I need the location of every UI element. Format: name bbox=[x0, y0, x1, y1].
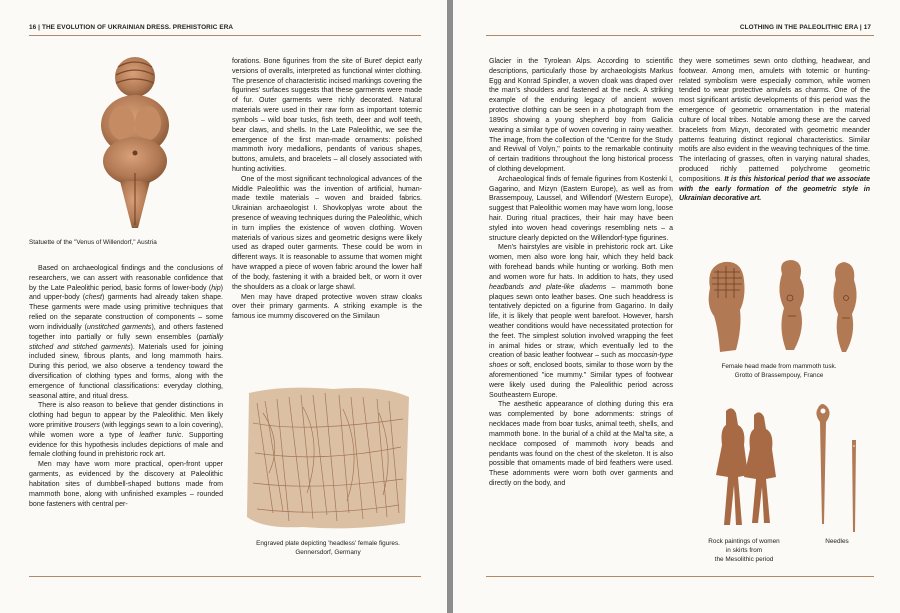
engraved-plate-image bbox=[243, 383, 413, 533]
paragraph: Men's hairstyles are visible in prehistoric rock art. Like women, men also wore long hair, which they held back with forehead bands while hunting or working. Both men and women wore fur hats. In addition to hats, they used headbands and plate-like diadems – mammoth bone plaques sewn onto leather bases. One such headdress is tentatively depicted on a figurine from Gagarino. In daily life, it is likely that people went barefoot. However, harsh weather conditions would have necessitated protection for the feet. The simplest solution involved wrapping the feet in animal hides or straw, which eventually led to the creation of basic leather footwear – such as moccasin-type shoes or soft, enclosed boots, similar to those worn by the aforementioned "ice mummy." Similar types of footwear were likely used during the Paleolithic period across Southeastern Europe. bbox=[489, 244, 673, 399]
paragraph: forations. Bone figurines from the site of Buret' depict early versions of overalls, interpreted as functional winter clothing. The presence of characteristic incised markings covering the figurines' surfaces suggests that these garments were made of fur. Outer garments were richly decorated. Natural materials were used in their raw form as important totemic symbols – wild boar tusks, fish teeth, deer and wolf teeth, bear claws, and shells. In the Late Paleolithic, we see the emergence of the first man-made ornaments: polished mammoth ivory medallions, pendants of various shapes, buttons, amulets, and bracelets – all closely associated with hunting activities. bbox=[232, 58, 422, 173]
footer-rule bbox=[29, 576, 421, 577]
right-running-header: CLOTHING IN THE PALEOLITHIC ERA | 17 bbox=[739, 24, 871, 31]
paragraph: The aesthetic appearance of clothing during this era was complemented by bone adornments: strings of necklaces made from boar tusks, animal teeth, shells, and mammoth bone. In the burial of a child at the Mal'ta site, a necklace composed of mammoth ivory beads and pendants was found on the chest of the skeleton. It is also possible that ornaments made of bird feathers were used. These adornments were worn both over garments and directly on the body, and bbox=[489, 401, 673, 487]
needles-image bbox=[808, 400, 868, 535]
plate-caption: Engraved plate depicting 'headless' female figures. Gennersdorf, Germany bbox=[256, 540, 400, 556]
rock-paintings-caption: Rock paintings of women in skirts from the Mesolithic period bbox=[708, 538, 780, 563]
rock-paintings-image bbox=[708, 405, 780, 530]
left-running-header: 16 | THE EVOLUTION OF UKRAINIAN DRESS. PREHISTORIC ERA bbox=[29, 24, 234, 31]
left-column-2 bbox=[232, 57, 422, 322]
paragraph: Men may have draped protective woven straw cloaks over their primary garments. A striking example is the famous ice mummy discovered on the Similaun bbox=[232, 293, 422, 321]
paragraph: Glacier in the Tyrolean Alps. According to scientific descriptions, particularly those by archaeologists Markus Egg and Konrad Spindler, a woven cloak was draped over the man's shoulders and fastened at the neck. A striking example of the enduring legacy of ancient woven protective clothing can be seen in a photograph from the 1890s showing a young shepherd boy from Galicia wearing a similar type of woven covering in rainy weather. The image, from the collection of the "Centre for the Study and Revival of Volyn," points to the remarkable continuity of certain traditions throughout the long historical process of clothing development. bbox=[489, 58, 673, 173]
paragraph: Based on archaeological findings and the conclusions of researchers, we can assert with reasonable confidence that by the Late Paleolithic period, basic forms of lower-body (hip) and upper-body (chest) garments had already taken shape. These garments were made using primitive techniques that relied on the separate construction of components – some worn individually (unstitched garments), and others fastened together into partially or fully sewn ensembles (partially stitched and stitched garments). Materials used for joining included sinew, fibrous plants, and long mammoth hairs. During this period, we also observe a tendency toward the diversification of clothing types and forms, along with the emergence of functional classifications: everyday clothing, seasonal attire, and ritual dress. bbox=[29, 265, 224, 400]
female-heads-image bbox=[696, 258, 864, 358]
venus-of-willendorf-figure bbox=[80, 53, 190, 233]
paragraph: Archaeological finds of female figurines from Kostenki I, Gagarino, and Mizyn (Eastern Europe), as well as from Brassempouy, Laussel, and Willendorf (Western Europe), suggest that Paleolithic women may have worn long, loose hair. During ritual practices, their hair may have been styled into woven head coverings resembling nets – a structure clearly depicted on the Willendorf-type figurines. bbox=[489, 175, 673, 242]
female-head-caption: Female head made from mammoth tusk. Grotto of Brassempouy, France bbox=[721, 363, 837, 379]
left-column-1 bbox=[29, 264, 223, 509]
right-page bbox=[453, 0, 900, 613]
needles-caption: Needles bbox=[825, 538, 849, 545]
paragraph: There is also reason to believe that gender distinctions in clothing had begun to appear by the Paleolithic. Men likely wore primitive trousers (with leggings sewn to a loin covering), while women wore a type of leather tunic. Supporting evidence for this hypothesis includes depictions of male and female clothing found in prehistoric rock art. bbox=[29, 402, 223, 459]
paragraph: One of the most significant technological advances of the Middle Paleolithic was the invention of artificial, human-made textile materials – woven and braided fabrics. Ukrainian archaeologist I. Shovkoplyas wrote about the presence of weaving techniques during the Paleolithic, which in turn implies the existence of woven clothing. Woven materials of various sizes and geometric designs were likely used as draped outer garments. These could be worn in different ways. It is reasonable to assume that women might have wrapped a piece of woven fabric around the lower half of the body, fastening it with a braided belt, or worn it over the shoulders as a cloak or large shawl. bbox=[232, 175, 422, 291]
right-column-2 bbox=[679, 57, 870, 204]
paragraph: Men may have worn more practical, open-front upper garments, as evidenced by the discovery at Paleolithic habitation sites of dumbbell-shaped buttons made from mammoth bone, along with unfinished examples – rounded bone fasteners with central per- bbox=[29, 461, 223, 508]
header-rule bbox=[29, 35, 421, 36]
header-rule bbox=[486, 35, 874, 36]
right-column-1 bbox=[489, 57, 673, 489]
venus-caption: Statuette of the "Venus of Willendorf," Austria bbox=[29, 239, 157, 246]
paragraph: they were sometimes sewn onto clothing, headwear, and footwear. Among men, amulets with totemic or hunting-related symbolism were especially common, while women tended to wear protective amulets as charms. One of the most significant artistic developments of this period was the emergence of geometric ornamentation in the material culture of local tribes. Notable among these are the carved bracelets from Mizyn, decorated with geometric meander patterns featuring distinct regional characteristics. Similar motifs are also evident in the weaving techniques of the time. The interlacing of grasses, often in varying natural shades, produced richly patterned polychrome geometric compositions. It is this historical period that we associate with the early formation of the geometric style in Ukrainian decorative art. bbox=[679, 58, 871, 203]
footer-rule bbox=[486, 576, 874, 577]
left-page bbox=[0, 0, 447, 613]
